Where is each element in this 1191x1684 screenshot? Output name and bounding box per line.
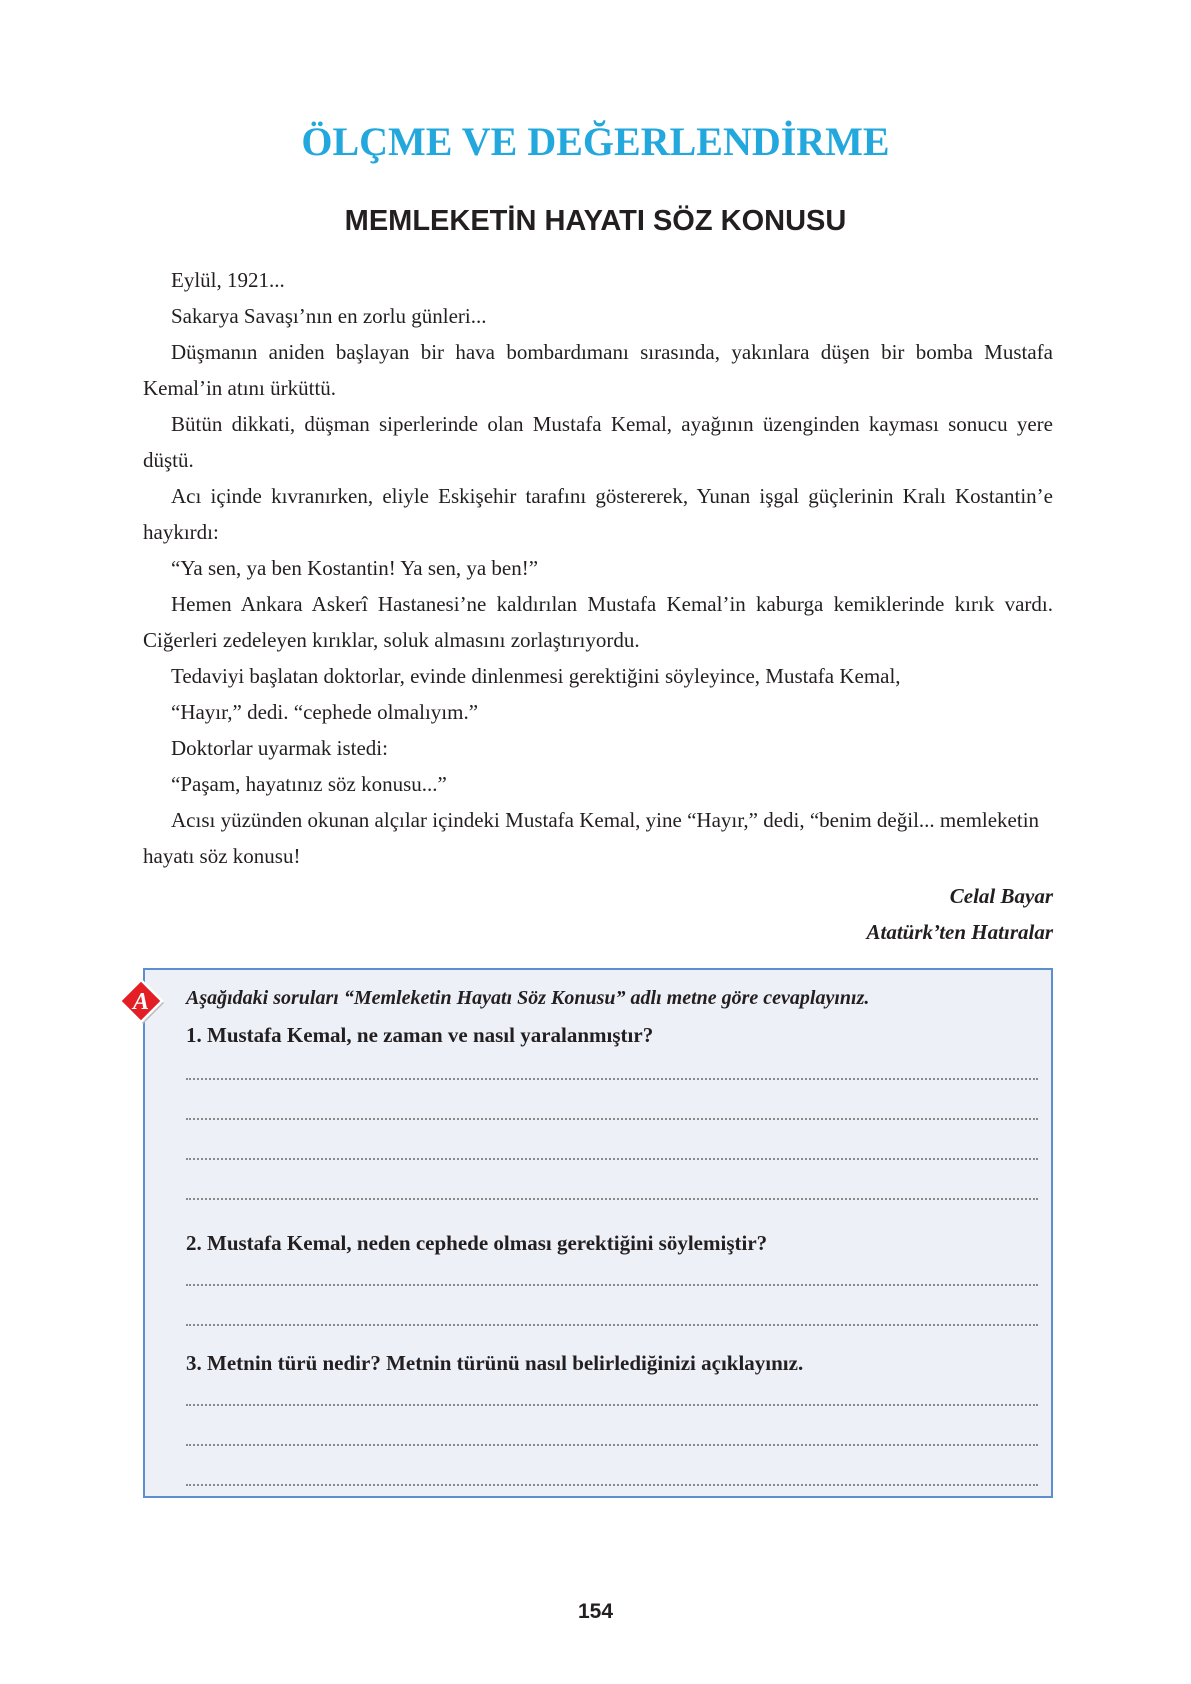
story-paragraph: Tedaviyi başlatan doktorlar, evinde dinlenmesi gerektiğini söyleyince, Mustafa Kemal,: [171, 664, 901, 688]
author-name: Celal Bayar: [949, 884, 1053, 908]
story-paragraph: Bütün dikkati, düşman siperlerinde olan Mustafa Kemal, ayağının üzenginden kayması sonucu yere düştü.: [143, 412, 1053, 472]
question-2: 2. Mustafa Kemal, neden cephede olması gerektiğini söylemiştir?: [186, 1231, 768, 1255]
story-paragraph: Düşmanın aniden başlayan bir hava bombardımanı sırasında, yakınlara düşen bir bomba Mustafa Kemal’in atını ürküttü.: [143, 340, 1053, 400]
answer-line[interactable]: [186, 1198, 1038, 1200]
story-paragraph: “Paşam, hayatınız söz konusu...”: [171, 772, 447, 796]
page-title: ÖLÇME VE DEĞERLENDİRME: [301, 119, 890, 164]
story-paragraph: “Hayır,” dedi. “cephede olmalıyım.”: [171, 700, 479, 724]
badge-letter: A: [132, 989, 150, 1015]
question-1: 1. Mustafa Kemal, ne zaman ve nasıl yaralanmıştır?: [186, 1023, 654, 1047]
story-paragraph: Acısı yüzünden okunan alçılar içindeki Mustafa Kemal, yine “Hayır,” dedi, “benim değil... memleketin hayatı söz konusu!: [143, 808, 1040, 868]
story-title: MEMLEKETİN HAYATI SÖZ KONUSU: [344, 205, 847, 237]
answer-line[interactable]: [186, 1158, 1038, 1160]
story-paragraph: Hemen Ankara Askerî Hastanesi’ne kaldırılan Mustafa Kemal’in kaburga kemiklerinde kırık vardı. Ciğerleri zedeleyen kırıklar, soluk almasını zorlaştırıyordu.: [143, 592, 1053, 652]
exercise-instruction: Aşağıdaki soruları “Memleketin Hayatı Söz Konusu” adlı metne göre cevaplayınız.: [186, 987, 870, 1009]
answer-line[interactable]: [186, 1118, 1038, 1120]
story-source: [143, 878, 1053, 950]
story-paragraph: Sakarya Savaşı’nın en zorlu günleri...: [171, 304, 487, 328]
diamond-badge-icon: [118, 978, 164, 1024]
book-title: Atatürk’ten Hatıralar: [866, 920, 1053, 944]
story-paragraph: Eylül, 1921...: [171, 268, 285, 292]
answer-line[interactable]: [186, 1078, 1038, 1080]
answer-line[interactable]: [186, 1444, 1038, 1446]
section-badge: [118, 978, 164, 1024]
answer-line[interactable]: [186, 1484, 1038, 1486]
page-number: 154: [577, 1600, 614, 1623]
answer-line[interactable]: [186, 1404, 1038, 1406]
story-paragraph: “Ya sen, ya ben Kostantin! Ya sen, ya ben!”: [171, 556, 539, 580]
question-3: 3. Metnin türü nedir? Metnin türünü nasıl belirlediğinizi açıklayınız.: [186, 1351, 804, 1375]
story-paragraph: Acı içinde kıvranırken, eliyle Eskişehir tarafını göstererek, Yunan işgal güçlerinin Kralı Kostantin’e haykırdı:: [143, 484, 1053, 544]
answer-line[interactable]: [186, 1284, 1038, 1286]
story-paragraph: Doktorlar uyarmak istedi:: [171, 736, 388, 760]
story-text: [143, 262, 1053, 874]
answer-line[interactable]: [186, 1324, 1038, 1326]
